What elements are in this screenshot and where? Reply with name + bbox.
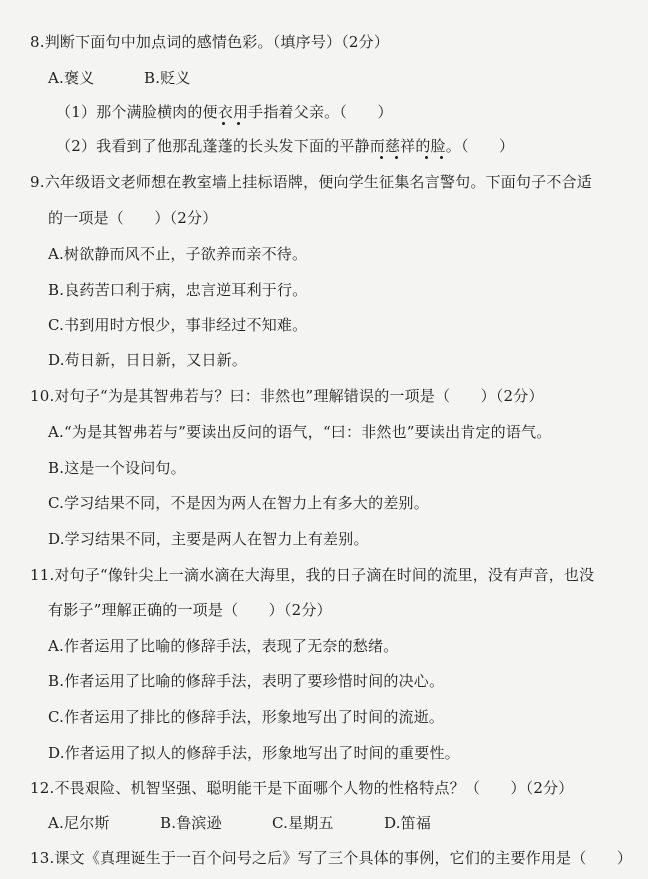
q8-sentence-1: （1）那个满脸横肉的便衣用手指着父亲。（ ） — [56, 103, 393, 121]
q8-stem: 8.判断下面句中加点词的感情色彩。（填序号）（2分） — [30, 33, 390, 51]
q9-option-c: C.书到用时方恨少，事非经过不知难。 — [48, 316, 308, 334]
q11-option-d: D.作者运用了拟人的修辞手法，形象地写出了时间的重要性。 — [48, 744, 460, 762]
q12-stem: 12.不畏艰险、机智坚强、聪明能干是下面哪个人物的性格特点？（ ）（2分） — [30, 779, 574, 797]
emphasis-dot — [222, 122, 225, 125]
q12-option-b: B.鲁滨逊 — [160, 814, 222, 832]
q11-stem-cont: 有影子”理解正确的一项是（ ）（2分） — [48, 601, 332, 619]
q10-option-b: B.这是一个设问句。 — [48, 459, 186, 477]
q9-stem: 9.六年级语文老师想在教室墙上挂标语牌，便向学生征集名言警句。下面句子不合适 — [30, 173, 592, 191]
emphasis-dot — [395, 156, 398, 159]
q8-option-b: B.贬义 — [144, 69, 191, 87]
q10-option-c: C.学习结果不同，不是因为两人在智力上有多大的差别。 — [48, 494, 429, 512]
q12-options — [48, 813, 431, 833]
q8-options — [48, 68, 191, 88]
q10-option-a: A.“为是其智弗若与”要读出反问的语气，“曰：非然也”要读出肯定的语气。 — [48, 423, 552, 441]
q10-stem: 10.对句子“为是其智弗若与？曰：非然也”理解错误的一项是（ ）（2分） — [30, 387, 544, 405]
q10-option-d: D.学习结果不同，主要是两人在智力上有差别。 — [48, 530, 369, 548]
q9-option-a: A.树欲静而风不止，子欲养而亲不待。 — [48, 245, 308, 263]
q9-option-d: D.苟日新，日日新，又日新。 — [48, 351, 248, 369]
emphasis-dot — [380, 156, 383, 159]
q11-stem: 11.对句子“像针尖上一滴水滴在大海里，我的日子滴在时间的流里，没有声音，也没 — [30, 566, 595, 584]
emphasis-dot — [425, 156, 428, 159]
q9-stem-cont: 的一项是（ ）（2分） — [48, 209, 218, 227]
q12-option-a: A.尼尔斯 — [48, 814, 110, 832]
q9-option-b: B.良药苦口利于病，忠言逆耳利于行。 — [48, 281, 308, 299]
q12-option-d: D.笛福 — [384, 814, 432, 832]
q13-stem: 13.课文《真理诞生于一百个问号之后》写了三个具体的事例，它们的主要作用是（ ） — [30, 849, 633, 867]
emphasis-dot — [440, 156, 443, 159]
q12-option-c: C.星期五 — [272, 814, 334, 832]
emphasis-dot — [237, 122, 240, 125]
q11-option-b: B.作者运用了比喻的修辞手法，表明了要珍惜时间的决心。 — [48, 672, 445, 690]
q8-option-a: A.褒义 — [48, 69, 95, 87]
q8-sentence-2: （2）我看到了他那乱蓬蓬的长头发下面的平静而慈祥的脸。（ ） — [56, 137, 515, 155]
q11-option-a: A.作者运用了比喻的修辞手法，表现了无奈的愁绪。 — [48, 637, 399, 655]
q11-option-c: C.作者运用了排比的修辞手法，形象地写出了时间的流逝。 — [48, 708, 445, 726]
